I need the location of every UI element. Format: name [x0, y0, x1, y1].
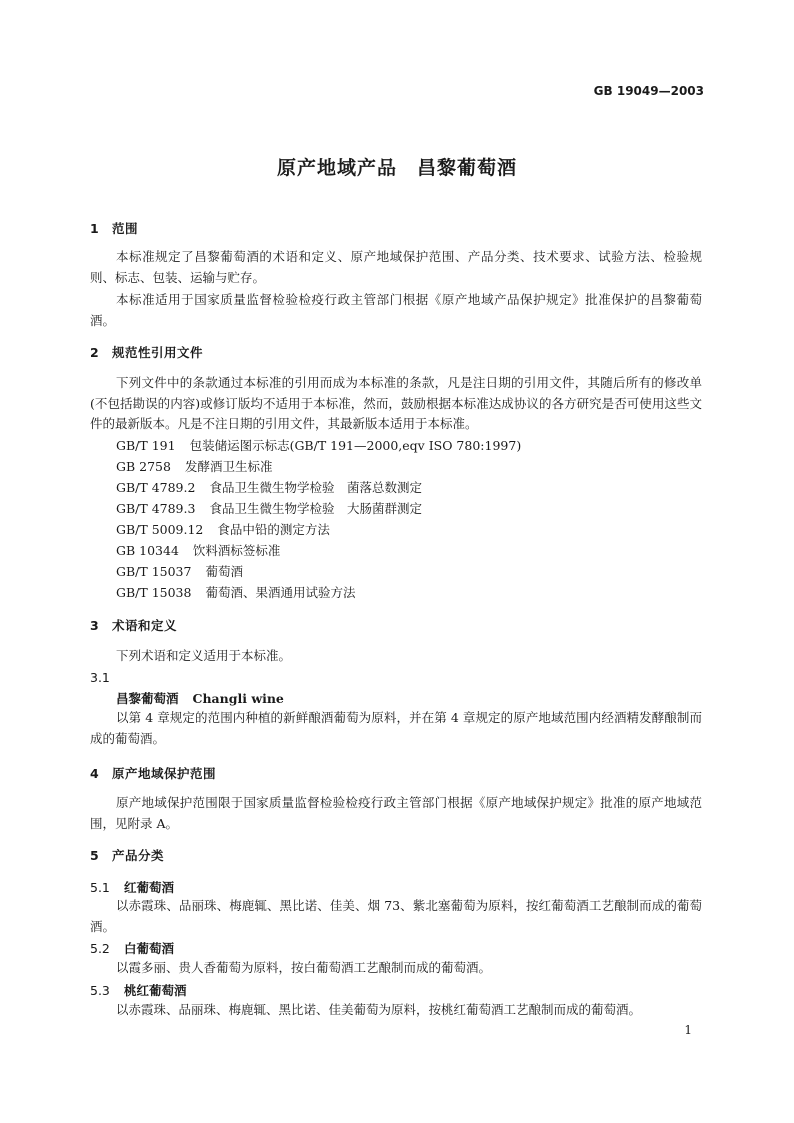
subsection-5-2-heading: [90, 939, 174, 957]
reference-item: [116, 499, 422, 517]
subsection-5-3-heading: [90, 981, 187, 999]
section-number: 1: [90, 221, 99, 236]
section-title: 术语和定义: [112, 618, 178, 633]
standard-number: GB 19049—2003: [593, 84, 704, 98]
subsection-number: 3.1: [90, 670, 110, 685]
section-title: 原产地域保护范围: [112, 766, 217, 781]
subsection-title: 白葡萄酒: [124, 941, 175, 956]
reference-item: [116, 457, 272, 475]
section-2-paragraph-1: 下列文件中的条款通过本标准的引用而成为本标准的条款，凡是注日期的引用文件，其随后所有的修改单(不包括勘误的内容)或修订版均不适用于本标准，然而，鼓励根据本标准达成协议的各方研究是否可使用这些文件的最新版本。凡是不注日期的引用文件，其最新版本适用于本标准。: [90, 375, 702, 431]
section-4-paragraph-1: 原产地域保护范围限于国家质量监督检验检疫行政主管部门根据《原产地域保护规定》批准的原产地域范围，见附录 A。: [90, 795, 702, 831]
reference-code: GB/T 5009.12: [116, 522, 204, 537]
reference-item: [116, 541, 280, 559]
subsection-title: 红葡萄酒: [124, 880, 175, 895]
subsection-title: 桃红葡萄酒: [124, 983, 187, 998]
section-number: 4: [90, 766, 99, 781]
subsection-5-1-text: 以赤霞珠、品丽珠、梅鹿辄、黑比诺、佳美、烟 73、紫北塞葡萄为原料，按红葡萄酒工艺酿制而成的葡萄酒。: [90, 898, 702, 934]
section-number: 5: [90, 848, 99, 863]
subsection-3-1-number: [90, 670, 124, 685]
section-title: 规范性引用文件: [112, 345, 204, 360]
reference-code: GB/T 4789.3: [116, 501, 196, 516]
section-3-paragraph-1: 下列术语和定义适用于本标准。: [116, 648, 292, 663]
reference-title: 食品中铅的测定方法: [217, 522, 330, 537]
term-chinese: 昌黎葡萄酒: [116, 691, 179, 706]
reference-code: GB 2758: [116, 459, 171, 474]
subsection-number: 5.3: [90, 983, 110, 998]
reference-code: GB/T 15037: [116, 564, 192, 579]
term-definition: 以第 4 章规定的范围内种植的新鲜酿酒葡萄为原料，并在第 4 章规定的原产地域范围内经酒精发酵酿制而成的葡萄酒。: [90, 710, 702, 746]
subsection-number: 5.2: [90, 941, 110, 956]
reference-item: [116, 562, 243, 580]
subsection-5-2-text: 以霞多丽、贵人香葡萄为原料，按白葡萄酒工艺酿制而成的葡萄酒。: [116, 960, 492, 975]
reference-code: GB/T 4789.2: [116, 480, 196, 495]
section-2-heading: [90, 343, 203, 361]
section-4-heading: [90, 764, 216, 782]
section-title: 范围: [112, 221, 139, 236]
reference-code: GB/T 191: [116, 438, 176, 453]
section-number: 2: [90, 345, 99, 360]
reference-title: 食品卫生微生物学检验 菌落总数测定: [209, 480, 422, 495]
reference-item: [116, 436, 521, 454]
reference-title: 食品卫生微生物学检验 大肠菌群测定: [209, 501, 422, 516]
reference-item: [116, 520, 330, 538]
section-1-paragraph-2: 本标准适用于国家质量监督检验检疫行政主管部门根据《原产地域产品保护规定》批准保护的昌黎葡萄酒。: [90, 292, 702, 328]
subsection-5-3-text: 以赤霞珠、品丽珠、梅鹿辄、黑比诺、佳美葡萄为原料，按桃红葡萄酒工艺酿制而成的葡萄酒。: [116, 1002, 642, 1017]
term-heading: [116, 689, 284, 707]
section-5-heading: [90, 846, 164, 864]
page-title: 原产地域产品 昌黎葡萄酒: [276, 157, 517, 179]
reference-title: 发酵酒卫生标准: [184, 459, 273, 474]
term-english: Changli wine: [192, 691, 284, 706]
section-title: 产品分类: [112, 848, 165, 863]
subsection-5-1-heading: [90, 878, 174, 896]
section-1-paragraph-1: 本标准规定了昌黎葡萄酒的术语和定义、原产地域保护范围、产品分类、技术要求、试验方法、检验规则、标志、包装、运输与贮存。: [90, 249, 702, 285]
page-number: 1: [684, 1023, 692, 1037]
reference-item: [116, 583, 355, 601]
section-number: 3: [90, 618, 99, 633]
reference-item: [116, 478, 422, 496]
reference-title: 饮料酒标签标准: [192, 543, 281, 558]
reference-title: 包装储运图示标志(GB/T 191—2000,eqv ISO 780:1997): [189, 438, 522, 453]
section-3-heading: [90, 616, 177, 634]
reference-title: 葡萄酒、果酒通用试验方法: [205, 585, 356, 600]
reference-title: 葡萄酒: [205, 564, 243, 579]
reference-code: GB 10344: [116, 543, 179, 558]
subsection-number: 5.1: [90, 880, 110, 895]
reference-code: GB/T 15038: [116, 585, 192, 600]
section-1-heading: [90, 219, 138, 237]
